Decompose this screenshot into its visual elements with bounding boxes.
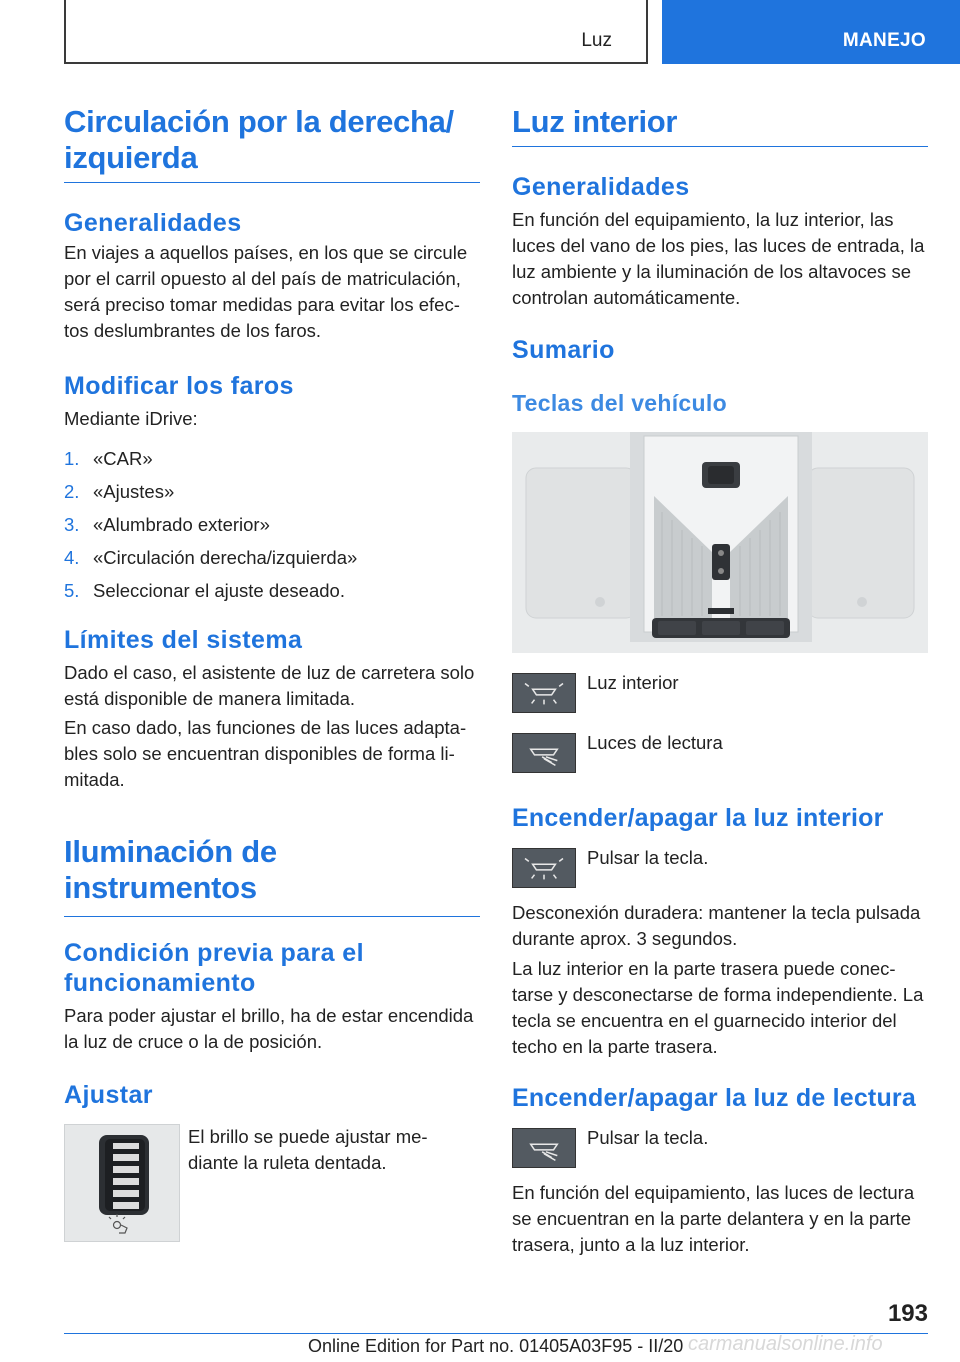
dimmer-wheel-icon [65, 1125, 181, 1243]
paragraph-press-key: Pulsar la tecla. [587, 847, 709, 868]
paragraph-generalidades-left: En viajes a aquellos países, en los que se circule por el carril opuesto al del país de matriculación, será preciso tomar medidas para evitar los efec‐tos deslumbrantes de los faros. [64, 242, 468, 341]
list-item: 2. «Ajustes» [64, 481, 175, 502]
header-section-box [64, 0, 648, 64]
reading-light-icon [513, 734, 575, 772]
paragraph-ajustar: El brillo se puede ajustar me‐ diante la ruleta dentada. [188, 1126, 428, 1173]
watermark: carmanualsonline.info [688, 1333, 883, 1355]
page-number: 193 [887, 1300, 928, 1327]
paragraph-limites-2: En caso dado, las funciones de las luces adapta‐bles solo se encuentran disponibles de forma li‐mitada. [64, 717, 467, 790]
reading-light-key [512, 1128, 576, 1168]
heading-encender-interior: Encender/apagar la luz interior [512, 804, 884, 832]
list-item: 4. «Circulación derecha/izquierda» [64, 547, 358, 568]
heading-ajustar: Ajustar [64, 1081, 153, 1109]
interior-light-key [512, 673, 576, 713]
paragraph-desconexion: Desconexión duradera: mantener la tecla pulsada durante aprox. 3 segundos. [512, 902, 921, 949]
paragraph-lectura: En función del equipamiento, las luces de lectura se encuentran en la parte delantera y en la parte trasera, junto a la luz interior. [512, 1182, 915, 1255]
interior-light-icon [513, 849, 575, 887]
heading-rule [64, 182, 480, 183]
header-chapter-tab [662, 0, 960, 64]
key-label-interior: Luz interior [587, 672, 679, 693]
reading-light-key [512, 733, 576, 773]
steps-list [64, 446, 480, 611]
paragraph-trasera: La luz interior en la parte trasera puede conec‐tarse y desconectarse de forma independiente. La tecla se encuentra en el guarnecido interior del techo en la parte trasera. [512, 958, 924, 1057]
paragraph-press-key: Pulsar la tecla. [587, 1127, 709, 1148]
interior-light-icon [513, 674, 575, 712]
interior-light-key [512, 848, 576, 888]
heading-generalidades-left: Generalidades [64, 209, 242, 237]
list-item: 5. Seleccionar el ajuste deseado. [64, 580, 345, 601]
paragraph-limites-1: Dado el caso, el asistente de luz de carretera solo está disponible de manera limitada. [64, 662, 475, 709]
heading-sumario: Sumario [512, 336, 615, 364]
paragraph-condicion: Para poder ajustar el brillo, ha de estar encendida la luz de cruce o la de posición. [64, 1005, 474, 1052]
heading-drive-side: Circulación por la derecha/ izquierda [64, 104, 454, 175]
reading-light-icon [513, 1129, 575, 1167]
header-section-title: Luz [581, 30, 612, 51]
list-item: 3. «Alumbrado exterior» [64, 514, 270, 535]
header-chapter-title: MANEJO [842, 30, 926, 51]
paragraph-generalidades-right: En función del equipamiento, la luz interior, las luces del vano de los pies, las luces de entrada, la luz ambiente y la iluminación de los altavoces se controlan automáticamente. [512, 209, 925, 308]
heading-encender-lectura: Encender/apagar la luz de lectura [512, 1084, 916, 1112]
heading-modificar-faros: Modificar los faros [64, 372, 294, 400]
key-label-reading: Luces de lectura [587, 732, 723, 753]
paragraph-idrive-intro: Mediante iDrive: [64, 408, 198, 429]
heading-limites-sistema: Límites del sistema [64, 626, 303, 654]
heading-luz-interior: Luz interior [512, 104, 678, 139]
heading-rule [512, 146, 928, 147]
heading-rule [64, 916, 480, 917]
heading-generalidades-right: Generalidades [512, 173, 690, 201]
dimmer-wheel-image [64, 1124, 180, 1242]
heading-teclas-vehiculo: Teclas del vehículo [512, 390, 727, 416]
overhead-console-icon [512, 432, 928, 653]
overhead-console-image [512, 432, 928, 653]
heading-condicion-previa: Condición previa para el funcionamiento [64, 939, 364, 997]
list-item: 1. «CAR» [64, 448, 153, 469]
footer-edition: Online Edition for Part no. 01405A03F95 - II/20 [308, 1336, 684, 1356]
heading-instrument-lighting: Iluminación de instrumentos [64, 834, 277, 905]
